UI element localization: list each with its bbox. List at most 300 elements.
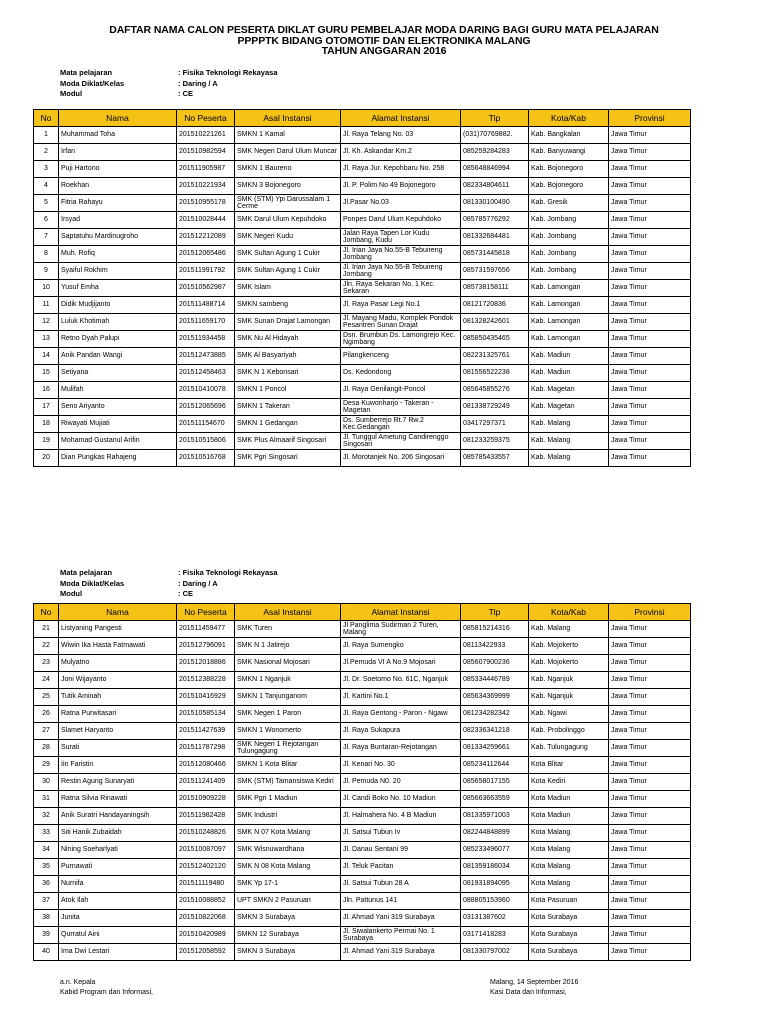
- table-row: [34, 365, 691, 382]
- meta-row: [60, 568, 278, 579]
- table-row: [34, 399, 691, 416]
- table-header-row: [34, 604, 691, 621]
- column-header-no-peserta: No Peserta: [177, 604, 235, 621]
- cell-no: 9: [34, 263, 59, 280]
- cell-alamat-instansi: Jl. Raya Pasar Legi No.1: [341, 297, 461, 314]
- cell-no: 38: [34, 910, 59, 927]
- column-header-asal-instansi: Asal Instansi: [235, 604, 341, 621]
- table-row: [34, 655, 691, 672]
- cell-kota-kab: Kab. Banyuwangi: [529, 144, 609, 161]
- cell-provinsi: Jawa Timur: [609, 740, 691, 757]
- cell-alamat-instansi: Jl Panglima Sudirman 2 Turen, Malang: [341, 621, 461, 638]
- cell-no-peserta: 201512080466: [177, 757, 235, 774]
- cell-tlp: 085785776292: [461, 212, 529, 229]
- cell-kota-kab: Kab. Jombang: [529, 229, 609, 246]
- cell-kota-kab: Kota Surabaya: [529, 910, 609, 927]
- cell-tlp: 085785433557: [461, 450, 529, 467]
- cell-kota-kab: Kota Kediri: [529, 774, 609, 791]
- cell-asal-instansi: SMK Industri: [235, 808, 341, 825]
- cell-tlp: 081328242601: [461, 314, 529, 331]
- meta-value: : Fisika Teknologi Rekayasa: [178, 68, 278, 77]
- cell-provinsi: Jawa Timur: [609, 348, 691, 365]
- cell-nama: Anik Pandan Wangi: [59, 348, 177, 365]
- cell-alamat-instansi: Ds. Kedondong: [341, 365, 461, 382]
- cell-nama: Wiwin Ika Hasta Fatmawati: [59, 638, 177, 655]
- cell-no-peserta: 201510585134: [177, 706, 235, 723]
- cell-asal-instansi: SMK N 08 Kota Malang: [235, 859, 341, 876]
- cell-asal-instansi: SMK Negeri 1 Rejotangan Tulungagung: [235, 740, 341, 757]
- cell-no: 13: [34, 331, 59, 348]
- meta-row: [60, 579, 278, 590]
- cell-alamat-instansi: Jl. Raya Genilangit-Poncol: [341, 382, 461, 399]
- cell-alamat-instansi: Jl. Tunggul Ametung Candirenggo Singosari: [341, 433, 461, 450]
- meta-value: : CE: [178, 89, 193, 98]
- signature-right-line1: Malang, 14 September 2016: [490, 979, 579, 986]
- column-header-nama: Nama: [59, 604, 177, 621]
- cell-nama: Dian Pungkas Rahajeng: [59, 450, 177, 467]
- cell-tlp: 081332684481: [461, 229, 529, 246]
- cell-asal-instansi: SMKN 1 Tanjunganom: [235, 689, 341, 706]
- cell-no: 6: [34, 212, 59, 229]
- cell-nama: Mulifah: [59, 382, 177, 399]
- cell-alamat-instansi: Jl. Pemuda N0. 20: [341, 774, 461, 791]
- table-row: [34, 348, 691, 365]
- column-header-no: No: [34, 604, 59, 621]
- cell-alamat-instansi: Jln. Raya Sekaran No. 1 Kec. Sekaran: [341, 280, 461, 297]
- signature-left-line1: a.n. Kepala: [60, 979, 96, 986]
- cell-tlp: 082336341218: [461, 723, 529, 740]
- cell-no-peserta: 201510088852: [177, 893, 235, 910]
- cell-nama: Restin Agung Sunaryati: [59, 774, 177, 791]
- cell-kota-kab: Kab. Madiun: [529, 348, 609, 365]
- cell-alamat-instansi: Jl. Morotanjek No. 206 Singosari: [341, 450, 461, 467]
- cell-kota-kab: Kab. Jombang: [529, 246, 609, 263]
- cell-kota-kab: Kab. Gresik: [529, 195, 609, 212]
- cell-provinsi: Jawa Timur: [609, 672, 691, 689]
- cell-no: 25: [34, 689, 59, 706]
- cell-provinsi: Jawa Timur: [609, 195, 691, 212]
- cell-kota-kab: Kab. Probolinggo: [529, 723, 609, 740]
- table-row: [34, 740, 691, 757]
- cell-provinsi: Jawa Timur: [609, 297, 691, 314]
- table-row: [34, 893, 691, 910]
- cell-no-peserta: 201512065696: [177, 399, 235, 416]
- table-row: [34, 689, 691, 706]
- cell-tlp: 085663663559: [461, 791, 529, 808]
- cell-nama: Irsyad: [59, 212, 177, 229]
- cell-no: 19: [34, 433, 59, 450]
- cell-no: 36: [34, 876, 59, 893]
- cell-asal-instansi: SMK N 1 Jatirejo: [235, 638, 341, 655]
- cell-no-peserta: 201510955178: [177, 195, 235, 212]
- cell-alamat-instansi: Jln. Pattunus 141: [341, 893, 461, 910]
- column-header-kota-kab: Kota/Kab: [529, 604, 609, 621]
- cell-no: 16: [34, 382, 59, 399]
- table-row: [34, 263, 691, 280]
- cell-nama: Luluk Khotimah: [59, 314, 177, 331]
- cell-alamat-instansi: Jl. Siwalankerto Permai No. 1 Surabaya: [341, 927, 461, 944]
- cell-nama: Junita: [59, 910, 177, 927]
- table-row: [34, 672, 691, 689]
- cell-asal-instansi: SMKN 1 Poncol: [235, 382, 341, 399]
- cell-asal-instansi: SMK Pgri 1 Madiun: [235, 791, 341, 808]
- cell-no-peserta: 201512058592: [177, 944, 235, 961]
- cell-provinsi: Jawa Timur: [609, 825, 691, 842]
- cell-no-peserta: 201511241409: [177, 774, 235, 791]
- cell-no-peserta: 201510562987: [177, 280, 235, 297]
- table-row: [34, 791, 691, 808]
- cell-kota-kab: Kab. Nganjuk: [529, 672, 609, 689]
- column-header-nama: Nama: [59, 110, 177, 127]
- cell-asal-instansi: UPT SMKN 2 Pasuruan: [235, 893, 341, 910]
- cell-nama: Roekhan: [59, 178, 177, 195]
- cell-asal-instansi: SMKN 1 Kamal: [235, 127, 341, 144]
- cell-nama: Iin Faristin: [59, 757, 177, 774]
- cell-tlp: 085259284283: [461, 144, 529, 161]
- cell-nama: Muhammad Toha: [59, 127, 177, 144]
- cell-nama: Siti Hanik Zubaidah: [59, 825, 177, 842]
- cell-alamat-instansi: Jl. Kenari No. 30: [341, 757, 461, 774]
- signature-left: [60, 978, 153, 998]
- cell-alamat-instansi: Jl. Satsui Tubun Iv: [341, 825, 461, 842]
- cell-alamat-instansi: Jl. Raya Buntaran-Rejotangan: [341, 740, 461, 757]
- column-header-tlp: Tlp: [461, 604, 529, 621]
- cell-asal-instansi: SMKN sambeng: [235, 297, 341, 314]
- cell-asal-instansi: SMKN 1 Wonomerto: [235, 723, 341, 740]
- cell-no-peserta: 201510248826: [177, 825, 235, 842]
- cell-kota-kab: Kab. Malang: [529, 433, 609, 450]
- cell-kota-kab: Kota Pasuruan: [529, 893, 609, 910]
- table-row: [34, 280, 691, 297]
- cell-no: 4: [34, 178, 59, 195]
- cell-tlp: 085634369999: [461, 689, 529, 706]
- cell-no: 26: [34, 706, 59, 723]
- cell-nama: Mohamad Gustanul Arifin: [59, 433, 177, 450]
- cell-no-peserta: 201510515806: [177, 433, 235, 450]
- cell-alamat-instansi: Jl. Dr. Soetomo No. 61C, Nganjuk: [341, 672, 461, 689]
- cell-asal-instansi: SMK Al Basyariyah: [235, 348, 341, 365]
- cell-nama: Fitria Rahayu: [59, 195, 177, 212]
- cell-tlp: 085658017155: [461, 774, 529, 791]
- column-header-alamat-instansi: Alamat Instansi: [341, 110, 461, 127]
- cell-nama: Tutik Aminah: [59, 689, 177, 706]
- table-row: [34, 416, 691, 433]
- cell-no: 23: [34, 655, 59, 672]
- cell-no: 22: [34, 638, 59, 655]
- cell-kota-kab: Kab. Madiun: [529, 365, 609, 382]
- cell-no: 10: [34, 280, 59, 297]
- cell-provinsi: Jawa Timur: [609, 927, 691, 944]
- cell-nama: Atok Ilah: [59, 893, 177, 910]
- cell-tlp: 081556522238: [461, 365, 529, 382]
- cell-tlp: 085731597656: [461, 263, 529, 280]
- cell-provinsi: Jawa Timur: [609, 314, 691, 331]
- table-row: [34, 927, 691, 944]
- table-row: [34, 314, 691, 331]
- cell-kota-kab: Kab. Bojonegoro: [529, 178, 609, 195]
- cell-no-peserta: 201511982428: [177, 808, 235, 825]
- column-header-alamat-instansi: Alamat Instansi: [341, 604, 461, 621]
- cell-no: 7: [34, 229, 59, 246]
- cell-no: 32: [34, 808, 59, 825]
- meta-value: : Daring / A: [178, 78, 218, 88]
- cell-provinsi: Jawa Timur: [609, 127, 691, 144]
- cell-provinsi: Jawa Timur: [609, 246, 691, 263]
- cell-alamat-instansi: Jl. Candi Boko No. 10 Madiun: [341, 791, 461, 808]
- cell-no: 28: [34, 740, 59, 757]
- cell-no-peserta: 201511659170: [177, 314, 235, 331]
- cell-no-peserta: 201512018886: [177, 655, 235, 672]
- cell-nama: Muh. Rofiq: [59, 246, 177, 263]
- table-row: [34, 246, 691, 263]
- cell-tlp: 085234112644: [461, 757, 529, 774]
- cell-provinsi: Jawa Timur: [609, 399, 691, 416]
- cell-provinsi: Jawa Timur: [609, 178, 691, 195]
- cell-provinsi: Jawa Timur: [609, 859, 691, 876]
- cell-provinsi: Jawa Timur: [609, 229, 691, 246]
- cell-asal-instansi: SMKN 1 Gedangan: [235, 416, 341, 433]
- cell-no: 30: [34, 774, 59, 791]
- cell-alamat-instansi: Jl.Pemuda VI A No.9 Mojosari: [341, 655, 461, 672]
- cell-alamat-instansi: Jl. Ahmad Yani 319 Surabaya: [341, 910, 461, 927]
- column-header-provinsi: Provinsi: [609, 110, 691, 127]
- table-row: [34, 297, 691, 314]
- cell-no-peserta: 201510028444: [177, 212, 235, 229]
- cell-asal-instansi: SMK Darul Ulum Kepuhdoko: [235, 212, 341, 229]
- column-header-no: No: [34, 110, 59, 127]
- cell-asal-instansi: SMK Negeri Darul Ulum Muncar: [235, 144, 341, 161]
- cell-kota-kab: Kota Surabaya: [529, 927, 609, 944]
- column-header-asal-instansi: Asal Instansi: [235, 110, 341, 127]
- doc-title-line3: TAHUN ANGGARAN 2016: [321, 45, 447, 57]
- cell-kota-kab: Kab. Magetan: [529, 382, 609, 399]
- cell-tlp: 082231325761: [461, 348, 529, 365]
- cell-no-peserta: 201511154670: [177, 416, 235, 433]
- cell-no: 21: [34, 621, 59, 638]
- cell-provinsi: Jawa Timur: [609, 263, 691, 280]
- meta-label: Moda Diklat/Kelas: [60, 78, 125, 88]
- cell-no-peserta: 201510087097: [177, 842, 235, 859]
- cell-asal-instansi: SMK (STM) Ypi Darussalam 1 Cerme: [235, 195, 341, 212]
- cell-no-peserta: 201510410078: [177, 382, 235, 399]
- cell-kota-kab: Kab. Malang: [529, 450, 609, 467]
- signature-right: [490, 978, 578, 998]
- cell-kota-kab: Kab. Malang: [529, 621, 609, 638]
- cell-nama: Didik Mudjijanto: [59, 297, 177, 314]
- cell-alamat-instansi: Jl. Kartini No.1: [341, 689, 461, 706]
- cell-asal-instansi: SMKN 1 Baureno: [235, 161, 341, 178]
- cell-kota-kab: Kab. Lamongan: [529, 331, 609, 348]
- cell-provinsi: Jawa Timur: [609, 416, 691, 433]
- cell-no-peserta: 201512065486: [177, 246, 235, 263]
- cell-provinsi: Jawa Timur: [609, 382, 691, 399]
- cell-tlp: 081338729249: [461, 399, 529, 416]
- cell-kota-kab: Kota Malang: [529, 876, 609, 893]
- cell-no-peserta: 201511991792: [177, 263, 235, 280]
- meta-row: [60, 589, 278, 600]
- cell-asal-instansi: SMKN 12 Surabaya: [235, 927, 341, 944]
- table-row: [34, 161, 691, 178]
- cell-alamat-instansi: Ponpes Darul Ulum Kepuhdoko: [341, 212, 461, 229]
- meta-value: : CE: [178, 589, 193, 598]
- cell-asal-instansi: SMKN 3 Bojonegoro: [235, 178, 341, 195]
- signature-right-line2: Kasi Data dan Informasi,: [490, 989, 567, 996]
- cell-tlp: 03417297371: [461, 416, 529, 433]
- cell-kota-kab: Kota Malang: [529, 859, 609, 876]
- table-row: [34, 382, 691, 399]
- cell-provinsi: Jawa Timur: [609, 689, 691, 706]
- cell-no-peserta: 201510416929: [177, 689, 235, 706]
- cell-alamat-instansi: Dsn. Brumbun Ds. Lamongrejo Kec. Ngimbang: [341, 331, 461, 348]
- cell-asal-instansi: SMK Islam: [235, 280, 341, 297]
- cell-asal-instansi: SMKN 1 Kota Blitar: [235, 757, 341, 774]
- cell-provinsi: Jawa Timur: [609, 365, 691, 382]
- cell-provinsi: Jawa Timur: [609, 280, 691, 297]
- cell-no: 31: [34, 791, 59, 808]
- cell-asal-instansi: SMK Nu Al Hidayah: [235, 331, 341, 348]
- cell-kota-kab: Kota Madiun: [529, 808, 609, 825]
- cell-alamat-instansi: Jl. Raya Telang No. 03: [341, 127, 461, 144]
- cell-alamat-instansi: Jl. P. Polim No 49 Bojonegoro: [341, 178, 461, 195]
- cell-kota-kab: Kota Surabaya: [529, 944, 609, 961]
- cell-kota-kab: Kab. Jombang: [529, 212, 609, 229]
- cell-nama: Saptatuhu Mardinugroho: [59, 229, 177, 246]
- meta-label: Modul: [60, 589, 83, 598]
- cell-no-peserta: 201510516768: [177, 450, 235, 467]
- cell-no: 35: [34, 859, 59, 876]
- cell-provinsi: Jawa Timur: [609, 161, 691, 178]
- column-header-provinsi: Provinsi: [609, 604, 691, 621]
- cell-alamat-instansi: Jl. Mayang Madu, Komplek Pondok Pesantren Sunan Drajat: [341, 314, 461, 331]
- cell-provinsi: Jawa Timur: [609, 621, 691, 638]
- meta-value: : Daring / A: [178, 578, 218, 588]
- cell-provinsi: Jawa Timur: [609, 144, 691, 161]
- table-row: [34, 178, 691, 195]
- cell-no: 15: [34, 365, 59, 382]
- cell-no: 33: [34, 825, 59, 842]
- meta-label: Mata pelajaran: [60, 68, 113, 77]
- cell-asal-instansi: SMK Plus Almaarif Singosari: [235, 433, 341, 450]
- cell-tlp: 081931894095: [461, 876, 529, 893]
- cell-no-peserta: 201512388228: [177, 672, 235, 689]
- cell-no: 40: [34, 944, 59, 961]
- cell-no: 8: [34, 246, 59, 263]
- cell-no: 2: [34, 144, 59, 161]
- cell-no-peserta: 201512402120: [177, 859, 235, 876]
- signature-left-line2: Kabid Program dan Informasi,: [60, 989, 153, 996]
- participant-table-2: [33, 603, 691, 961]
- column-header-kota-kab: Kota/Kab: [529, 110, 609, 127]
- cell-alamat-instansi: Jl. Irian Jaya No.55-B Tebuireng Jombang: [341, 263, 461, 280]
- cell-tlp: 085738158111: [461, 280, 529, 297]
- cell-nama: Ratna Silvia Rinawati: [59, 791, 177, 808]
- cell-asal-instansi: SMK Yp 17-1: [235, 876, 341, 893]
- cell-provinsi: Jawa Timur: [609, 450, 691, 467]
- cell-nama: Nining Soeharlyati: [59, 842, 177, 859]
- cell-tlp: 081234282342: [461, 706, 529, 723]
- cell-provinsi: Jawa Timur: [609, 212, 691, 229]
- cell-nama: Syaiful Rokhim: [59, 263, 177, 280]
- table-row: [34, 723, 691, 740]
- meta-label: Moda Diklat/Kelas: [60, 578, 125, 588]
- cell-nama: Ratna Purwitasari: [59, 706, 177, 723]
- cell-no-peserta: 201511427639: [177, 723, 235, 740]
- cell-provinsi: Jawa Timur: [609, 842, 691, 859]
- cell-nama: Listyaning Pangesti: [59, 621, 177, 638]
- table-row: [34, 433, 691, 450]
- cell-alamat-instansi: Jl. Satsui Tubun 28 A: [341, 876, 461, 893]
- cell-provinsi: Jawa Timur: [609, 331, 691, 348]
- cell-provinsi: Jawa Timur: [609, 774, 691, 791]
- cell-asal-instansi: SMK Wisnuwardhana: [235, 842, 341, 859]
- cell-kota-kab: Kota Madiun: [529, 791, 609, 808]
- doc-title-line1: DAFTAR NAMA CALON PESERTA DIKLAT GURU PEMBELAJAR MODA DARING BAGI GURU MATA PELAJARAN: [109, 24, 659, 36]
- table-row: [34, 127, 691, 144]
- cell-no-peserta: 201512796091: [177, 638, 235, 655]
- meta-label: Modul: [60, 89, 83, 98]
- cell-nama: Yusuf Emha: [59, 280, 177, 297]
- cell-nama: Purnawati: [59, 859, 177, 876]
- meta-row: [60, 68, 278, 79]
- cell-kota-kab: Kab. Ngawi: [529, 706, 609, 723]
- cell-provinsi: Jawa Timur: [609, 808, 691, 825]
- cell-provinsi: Jawa Timur: [609, 706, 691, 723]
- column-header-no-peserta: No Peserta: [177, 110, 235, 127]
- cell-nama: Surati: [59, 740, 177, 757]
- table-row: [34, 825, 691, 842]
- cell-no-peserta: 201512212089: [177, 229, 235, 246]
- table-row: [34, 229, 691, 246]
- cell-alamat-instansi: Jl. Irian Jaya No.55-B Tebuireng Jombang: [341, 246, 461, 263]
- cell-tlp: 081233259375: [461, 433, 529, 450]
- cell-alamat-instansi: Jalan Raya Tapen Lor Kudu Jombang, Kudu: [341, 229, 461, 246]
- cell-no-peserta: 201511905987: [177, 161, 235, 178]
- cell-no-peserta: 201510822068: [177, 910, 235, 927]
- cell-tlp: 085607900236: [461, 655, 529, 672]
- table-row: [34, 331, 691, 348]
- cell-no: 34: [34, 842, 59, 859]
- cell-provinsi: Jawa Timur: [609, 791, 691, 808]
- cell-tlp: (031)70769882.: [461, 127, 529, 144]
- cell-kota-kab: Kab. Jombang: [529, 263, 609, 280]
- cell-asal-instansi: SMK Pgri Singosari: [235, 450, 341, 467]
- participant-table-1: [33, 109, 691, 467]
- cell-no: 27: [34, 723, 59, 740]
- cell-asal-instansi: SMK Sunan Drajat Lamongan: [235, 314, 341, 331]
- cell-no: 18: [34, 416, 59, 433]
- cell-kota-kab: Kab. Malang: [529, 416, 609, 433]
- doc-title-line2: PPPPTK BIDANG OTOMOTIF DAN ELEKTRONIKA MALANG: [237, 35, 531, 47]
- cell-no-peserta: 201510982594: [177, 144, 235, 161]
- cell-kota-kab: Kab. Lamongan: [529, 314, 609, 331]
- cell-no: 12: [34, 314, 59, 331]
- cell-no-peserta: 201511459477: [177, 621, 235, 638]
- cell-alamat-instansi: Jl.Pasar No.03: [341, 195, 461, 212]
- cell-tlp: 082244848899: [461, 825, 529, 842]
- cell-provinsi: Jawa Timur: [609, 433, 691, 450]
- cell-alamat-instansi: Desa Kuwonharjo - Takeran - Magetan: [341, 399, 461, 416]
- table-row: [34, 144, 691, 161]
- meta-value: : Fisika Teknologi Rekayasa: [178, 568, 278, 577]
- course-info-1: [60, 68, 278, 100]
- cell-nama: Mulyatno: [59, 655, 177, 672]
- cell-asal-instansi: SMK Sultan Agung 1 Cukir: [235, 246, 341, 263]
- cell-alamat-instansi: Pilangkenceng: [341, 348, 461, 365]
- cell-alamat-instansi: Jl. Raya Jur. Kepohbaru No. 258: [341, 161, 461, 178]
- cell-alamat-instansi: Jl. Raya Sukapura: [341, 723, 461, 740]
- column-header-tlp: Tlp: [461, 110, 529, 127]
- cell-tlp: 085645855276: [461, 382, 529, 399]
